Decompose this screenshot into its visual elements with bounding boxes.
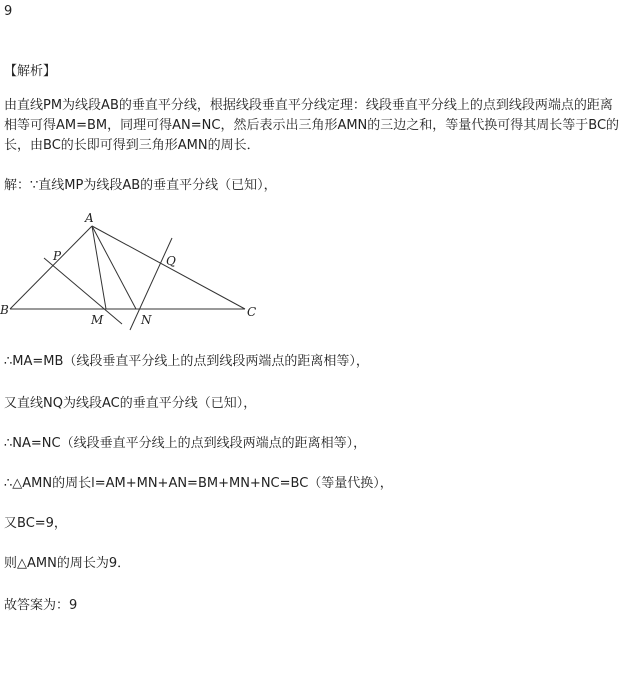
label-b: B [0, 303, 9, 317]
step-4: ∴△AMN的周长l=AM+MN+AN=BM+MN+NC=BC（等量代换）， [4, 476, 393, 491]
step-1: ∴MA=MB（线段垂直平分线上的点到线段两端点的距离相等）， [4, 354, 369, 369]
step-2: 又直线NQ为线段AC的垂直平分线（已知）， [4, 396, 257, 411]
top-answer: 9 [4, 4, 13, 19]
section-heading: 【解析】 [4, 64, 57, 79]
triangle-diagram [0, 208, 280, 338]
label-q: Q [166, 254, 176, 268]
step-5: 又BC=9， [4, 516, 67, 531]
label-m: M [91, 313, 104, 327]
label-c: C [247, 305, 257, 319]
segment-ab [10, 226, 92, 309]
analysis-paragraph: 由直线PM为线段AB的垂直平分线，根据线段垂直平分线定理：线段垂直平分线上的点到线段两端点的距离相等可得AM=BM，同理可得AN=NC，然后表示出三角形AMN的三边之和，等量代换可得其周长等于BC的长，由BC的长即可得到三角形AMN的周长． [4, 98, 620, 153]
step-3: ∴NA=NC（线段垂直平分线上的点到线段两端点的距离相等）， [4, 436, 367, 451]
step-6: 则△AMN的周长为9． [4, 556, 131, 571]
solution-intro: 解：∵直线MP为线段AB的垂直平分线（已知）， [4, 178, 277, 193]
final-answer: 故答案为：9 [4, 598, 78, 613]
label-n: N [141, 313, 152, 327]
label-p: P [53, 249, 62, 263]
bisector-pm [44, 258, 122, 324]
label-a: A [85, 211, 94, 225]
